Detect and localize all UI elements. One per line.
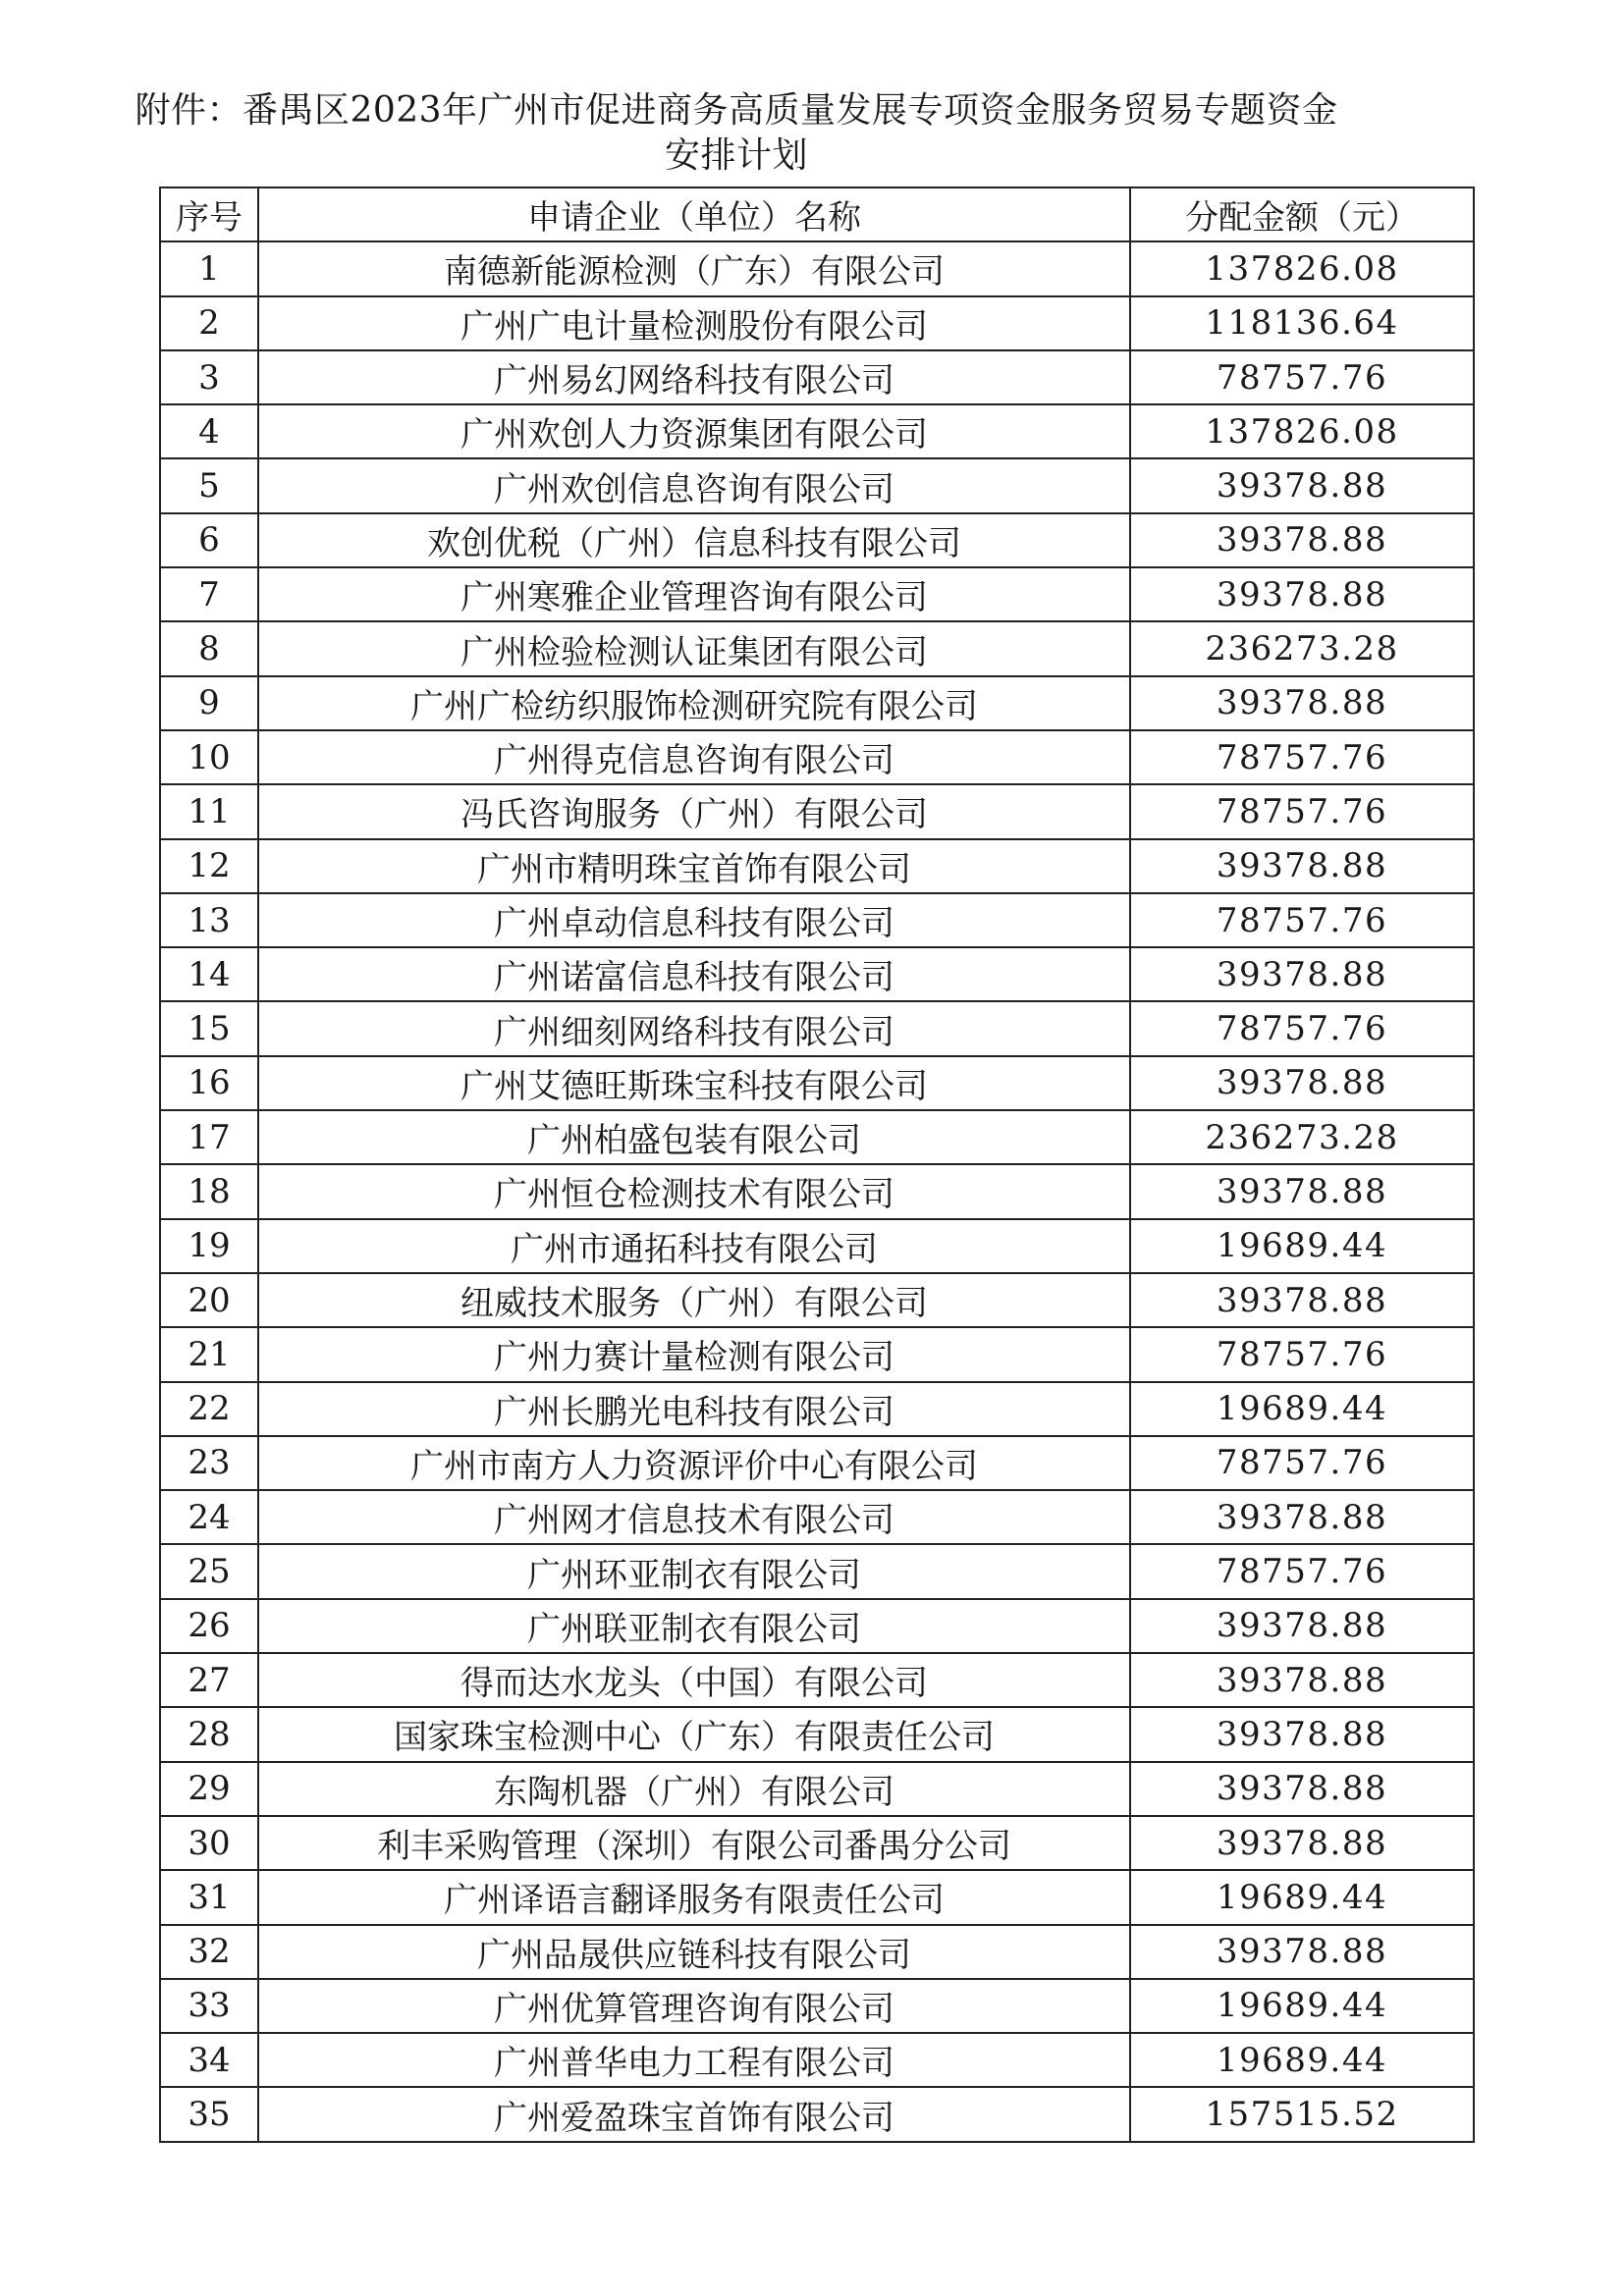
row-amount: 157515.52 xyxy=(1130,2087,1474,2141)
row-amount: 78757.76 xyxy=(1130,350,1474,404)
row-serial-number: 11 xyxy=(160,784,258,838)
row-company-name: 利丰采购管理（深圳）有限公司番禺分公司 xyxy=(258,1816,1130,1870)
row-serial-number: 4 xyxy=(160,404,258,458)
table-row xyxy=(160,784,1474,838)
row-serial-number: 16 xyxy=(160,1056,258,1110)
row-company-name: 广州联亚制衣有限公司 xyxy=(258,1599,1130,1653)
row-serial-number: 19 xyxy=(160,1219,258,1273)
row-serial-number: 24 xyxy=(160,1490,258,1544)
row-company-name: 广州译语言翻译服务有限责任公司 xyxy=(258,1870,1130,1924)
row-serial-number: 31 xyxy=(160,1870,258,1924)
table-row xyxy=(160,1327,1474,1381)
row-serial-number: 9 xyxy=(160,676,258,730)
row-amount: 78757.76 xyxy=(1130,893,1474,947)
row-amount: 39378.88 xyxy=(1130,567,1474,621)
table-row xyxy=(160,676,1474,730)
row-company-name: 纽威技术服务（广州）有限公司 xyxy=(258,1273,1130,1327)
row-amount: 39378.88 xyxy=(1130,458,1474,512)
table-row xyxy=(160,839,1474,893)
table-row xyxy=(160,1979,1474,2033)
table-row xyxy=(160,947,1474,1001)
table-row xyxy=(160,1762,1474,1816)
row-amount: 39378.88 xyxy=(1130,676,1474,730)
row-amount: 39378.88 xyxy=(1130,1925,1474,1979)
row-amount: 137826.08 xyxy=(1130,241,1474,295)
row-serial-number: 12 xyxy=(160,839,258,893)
table-row xyxy=(160,1925,1474,1979)
table-row xyxy=(160,1870,1474,1924)
row-amount: 39378.88 xyxy=(1130,1490,1474,1544)
table-row xyxy=(160,893,1474,947)
table-row xyxy=(160,1273,1474,1327)
row-company-name: 广州恒仓检测技术有限公司 xyxy=(258,1164,1130,1218)
row-amount: 39378.88 xyxy=(1130,1599,1474,1653)
row-company-name: 广州力赛计量检测有限公司 xyxy=(258,1327,1130,1381)
row-company-name: 欢创优税（广州）信息科技有限公司 xyxy=(258,513,1130,567)
row-amount: 39378.88 xyxy=(1130,1273,1474,1327)
row-company-name: 广州普华电力工程有限公司 xyxy=(258,2033,1130,2087)
row-amount: 39378.88 xyxy=(1130,1164,1474,1218)
row-amount: 39378.88 xyxy=(1130,947,1474,1001)
header-serial-number: 序号 xyxy=(160,187,258,241)
row-serial-number: 30 xyxy=(160,1816,258,1870)
header-company-name: 申请企业（单位）名称 xyxy=(258,187,1130,241)
row-amount: 39378.88 xyxy=(1130,513,1474,567)
table-row xyxy=(160,1707,1474,1761)
row-serial-number: 3 xyxy=(160,350,258,404)
row-serial-number: 25 xyxy=(160,1544,258,1598)
table-header xyxy=(160,187,1474,241)
row-company-name: 广州长鹏光电科技有限公司 xyxy=(258,1382,1130,1436)
row-serial-number: 22 xyxy=(160,1382,258,1436)
row-amount: 19689.44 xyxy=(1130,1979,1474,2033)
row-amount: 78757.76 xyxy=(1130,1544,1474,1598)
row-company-name: 广州寒雅企业管理咨询有限公司 xyxy=(258,567,1130,621)
row-amount: 236273.28 xyxy=(1130,1110,1474,1164)
row-company-name: 广州欢创信息咨询有限公司 xyxy=(258,458,1130,512)
table-row xyxy=(160,513,1474,567)
table-row xyxy=(160,350,1474,404)
table-row xyxy=(160,404,1474,458)
row-amount: 39378.88 xyxy=(1130,1707,1474,1761)
row-amount: 39378.88 xyxy=(1130,1653,1474,1707)
row-company-name: 广州品晟供应链科技有限公司 xyxy=(258,1925,1130,1979)
row-company-name: 广州市南方人力资源评价中心有限公司 xyxy=(258,1436,1130,1490)
header-amount: 分配金额（元） xyxy=(1130,187,1474,241)
table-row xyxy=(160,2033,1474,2087)
row-serial-number: 10 xyxy=(160,730,258,784)
row-serial-number: 21 xyxy=(160,1327,258,1381)
table-row xyxy=(160,241,1474,295)
row-company-name: 广州得克信息咨询有限公司 xyxy=(258,730,1130,784)
row-amount: 78757.76 xyxy=(1130,730,1474,784)
row-company-name: 南德新能源检测（广东）有限公司 xyxy=(258,241,1130,295)
table-row xyxy=(160,1164,1474,1218)
row-amount: 39378.88 xyxy=(1130,839,1474,893)
table-row xyxy=(160,1436,1474,1490)
row-company-name: 广州环亚制衣有限公司 xyxy=(258,1544,1130,1598)
table-row xyxy=(160,730,1474,784)
row-amount: 19689.44 xyxy=(1130,1219,1474,1273)
row-amount: 78757.76 xyxy=(1130,1001,1474,1055)
row-company-name: 广州柏盛包装有限公司 xyxy=(258,1110,1130,1164)
table-row xyxy=(160,1219,1474,1273)
row-company-name: 广州网才信息技术有限公司 xyxy=(258,1490,1130,1544)
allocation-table xyxy=(159,187,1475,2143)
row-amount: 78757.76 xyxy=(1130,1327,1474,1381)
row-serial-number: 5 xyxy=(160,458,258,512)
row-serial-number: 23 xyxy=(160,1436,258,1490)
row-serial-number: 13 xyxy=(160,893,258,947)
row-amount: 19689.44 xyxy=(1130,1870,1474,1924)
row-company-name: 广州爱盈珠宝首饰有限公司 xyxy=(258,2087,1130,2141)
row-amount: 236273.28 xyxy=(1130,621,1474,675)
table-row xyxy=(160,458,1474,512)
table-body xyxy=(160,241,1474,2141)
row-serial-number: 32 xyxy=(160,1925,258,1979)
row-serial-number: 17 xyxy=(160,1110,258,1164)
table-row xyxy=(160,1056,1474,1110)
row-serial-number: 26 xyxy=(160,1599,258,1653)
row-company-name: 广州市精明珠宝首饰有限公司 xyxy=(258,839,1130,893)
table-row xyxy=(160,1653,1474,1707)
table-row xyxy=(160,567,1474,621)
row-amount: 19689.44 xyxy=(1130,2033,1474,2087)
table-row xyxy=(160,296,1474,350)
row-company-name: 广州艾德旺斯珠宝科技有限公司 xyxy=(258,1056,1130,1110)
row-company-name: 得而达水龙头（中国）有限公司 xyxy=(258,1653,1130,1707)
row-serial-number: 34 xyxy=(160,2033,258,2087)
table-row xyxy=(160,1816,1474,1870)
row-company-name: 广州检验检测认证集团有限公司 xyxy=(258,621,1130,675)
row-amount: 39378.88 xyxy=(1130,1056,1474,1110)
table-row xyxy=(160,1110,1474,1164)
row-amount: 78757.76 xyxy=(1130,784,1474,838)
row-company-name: 广州诺富信息科技有限公司 xyxy=(258,947,1130,1001)
row-amount: 78757.76 xyxy=(1130,1436,1474,1490)
table-row xyxy=(160,1544,1474,1598)
table-row xyxy=(160,621,1474,675)
row-serial-number: 29 xyxy=(160,1762,258,1816)
row-serial-number: 14 xyxy=(160,947,258,1001)
row-company-name: 冯氏咨询服务（广州）有限公司 xyxy=(258,784,1130,838)
row-serial-number: 2 xyxy=(160,296,258,350)
row-company-name: 广州细刻网络科技有限公司 xyxy=(258,1001,1130,1055)
row-company-name: 广州易幻网络科技有限公司 xyxy=(258,350,1130,404)
row-serial-number: 7 xyxy=(160,567,258,621)
row-serial-number: 20 xyxy=(160,1273,258,1327)
table-row xyxy=(160,1490,1474,1544)
row-company-name: 广州优算管理咨询有限公司 xyxy=(258,1979,1130,2033)
document-title-line-2: 安排计划 xyxy=(664,135,808,176)
row-company-name: 国家珠宝检测中心（广东）有限责任公司 xyxy=(258,1707,1130,1761)
table-row xyxy=(160,1382,1474,1436)
row-amount: 39378.88 xyxy=(1130,1762,1474,1816)
row-serial-number: 33 xyxy=(160,1979,258,2033)
row-serial-number: 28 xyxy=(160,1707,258,1761)
header-row xyxy=(160,187,1474,241)
row-serial-number: 18 xyxy=(160,1164,258,1218)
row-serial-number: 27 xyxy=(160,1653,258,1707)
table-row xyxy=(160,1001,1474,1055)
row-company-name: 广州欢创人力资源集团有限公司 xyxy=(258,404,1130,458)
row-company-name: 广州广检纺织服饰检测研究院有限公司 xyxy=(258,676,1130,730)
row-company-name: 广州广电计量检测股份有限公司 xyxy=(258,296,1130,350)
row-amount: 137826.08 xyxy=(1130,404,1474,458)
row-company-name: 东陶机器（广州）有限公司 xyxy=(258,1762,1130,1816)
row-amount: 19689.44 xyxy=(1130,1382,1474,1436)
row-serial-number: 6 xyxy=(160,513,258,567)
table-row xyxy=(160,1599,1474,1653)
row-serial-number: 1 xyxy=(160,241,258,295)
document-title-line-1: 附件：番禺区2023年广州市促进商务高质量发展专项资金服务贸易专题资金 xyxy=(135,90,1338,131)
row-amount: 39378.88 xyxy=(1130,1816,1474,1870)
row-company-name: 广州市通拓科技有限公司 xyxy=(258,1219,1130,1273)
row-serial-number: 35 xyxy=(160,2087,258,2141)
row-serial-number: 8 xyxy=(160,621,258,675)
table-row xyxy=(160,2087,1474,2141)
row-company-name: 广州卓动信息科技有限公司 xyxy=(258,893,1130,947)
row-amount: 118136.64 xyxy=(1130,296,1474,350)
row-serial-number: 15 xyxy=(160,1001,258,1055)
